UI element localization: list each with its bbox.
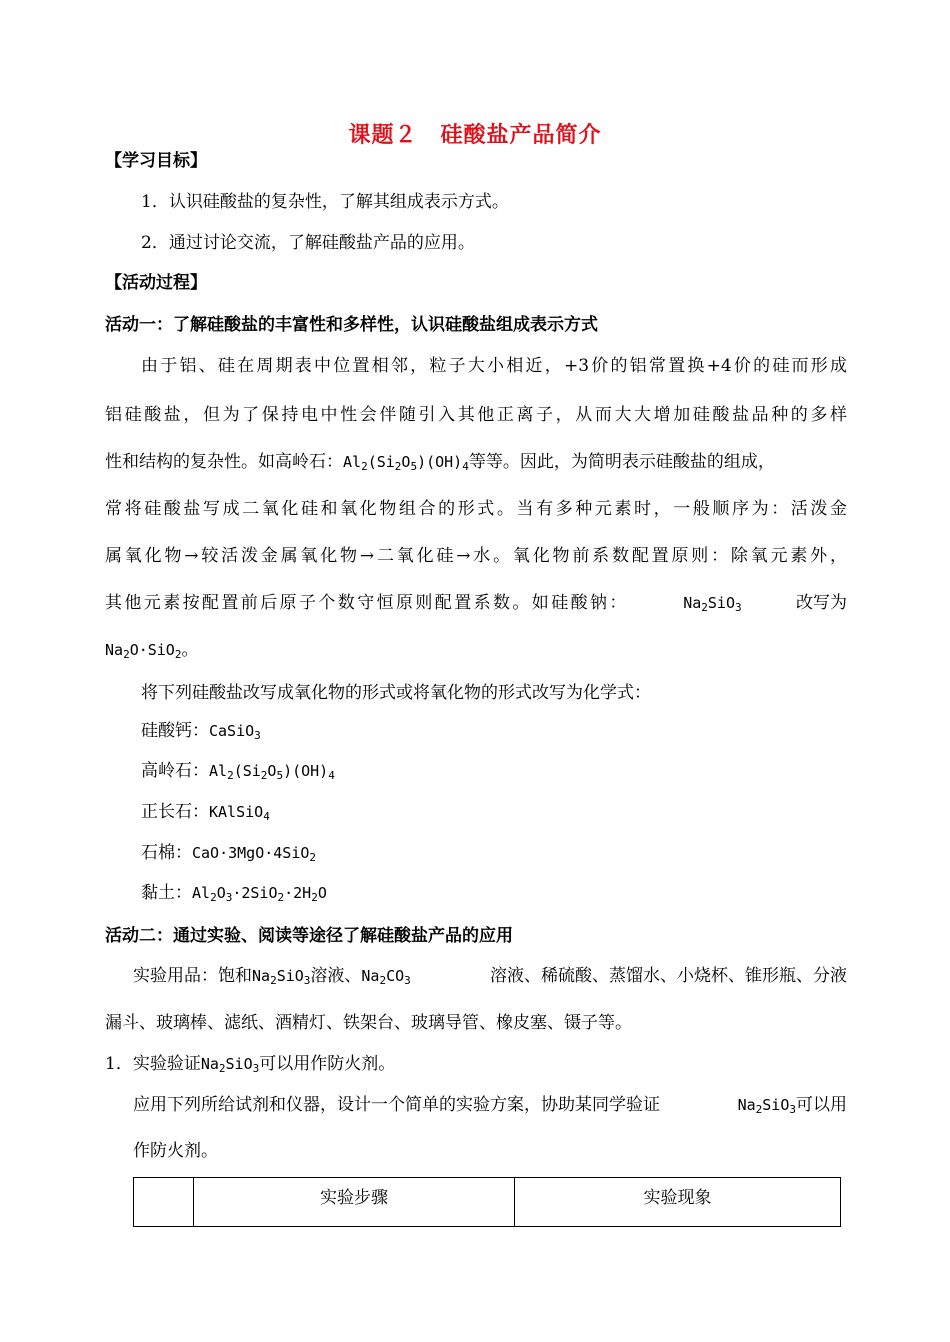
text-run: 实验用品：饱和 bbox=[133, 966, 252, 986]
text-run: 等等。因此，为简明表示硅酸盐的组成， bbox=[468, 452, 775, 472]
text-run: 应用下列所给试剂和仪器，设计一个简单的实验方案，协助某同学验证 bbox=[133, 1095, 660, 1115]
table-header-row bbox=[134, 1178, 841, 1227]
text-run: 性和结构的复杂性。如高岭石： bbox=[105, 452, 343, 472]
text-run bbox=[133, 965, 411, 987]
list-item bbox=[141, 842, 316, 864]
item-label: 石棉： bbox=[141, 843, 192, 863]
formula-na2co3: $Na_2CO_3$ bbox=[361, 967, 411, 987]
experiment-heading bbox=[105, 1053, 395, 1075]
item-label: 正长石： bbox=[141, 802, 209, 822]
item-label: 高岭石： bbox=[141, 761, 209, 781]
paragraph-line: 常将硅酸盐写成二氧化硅和氧化物组合的形式。当有多种元素时，一般顺序为：活泼金 bbox=[105, 499, 847, 519]
activity2-heading: 活动二：通过实验、阅读等途径了解硅酸盐产品的应用 bbox=[105, 926, 513, 946]
text-run bbox=[738, 1094, 847, 1116]
formula-na2sio3: $Na_2SiO_3$ bbox=[200, 1055, 260, 1075]
goal-item: 1．认识硅酸盐的复杂性，了解其组成表示方式。 bbox=[141, 192, 509, 212]
list-item bbox=[141, 882, 327, 904]
materials-line bbox=[133, 965, 847, 987]
experiment-table bbox=[133, 1177, 841, 1227]
activity1-heading: 活动一：了解硅酸盐的丰富性和多样性，认识硅酸盐组成表示方式 bbox=[105, 315, 598, 335]
list-item bbox=[141, 720, 261, 742]
formula-casio3: CaSiO$_3$ bbox=[209, 722, 261, 742]
text-run: 其他元素按配置前后原子个数守恒原则配置系数。如硅酸钠： bbox=[105, 593, 629, 613]
text-run: 可以用作防火剂。 bbox=[259, 1054, 396, 1074]
formula-kaolinite: $Al_2(Si_2O_5)(OH)_4$ bbox=[343, 453, 469, 473]
paragraph-line: 由于铝、硅在周期表中位置相邻，粒子大小相近，+3价的铝常置换+4价的硅而形成 bbox=[141, 356, 847, 376]
text-run: 可以用 bbox=[796, 1095, 847, 1115]
table-header-steps: 实验步骤 bbox=[194, 1178, 515, 1227]
formula-clay: $Al_2O_3\cdot 2SiO_2\cdot 2H_2O$ bbox=[192, 884, 327, 904]
paragraph-line bbox=[105, 639, 198, 661]
paragraph-line: 铝硅酸盐，但为了保持电中性会伴随引入其他正离子，从而大大增加硅酸盐品种的多样 bbox=[105, 405, 847, 425]
paragraph-line: 属氧化物→较活泼金属氧化物→二氧化硅→水。氧化物前系数配置原则：除氧元素外， bbox=[105, 546, 847, 566]
formula-na2sio3: $Na_2SiO_3$ bbox=[683, 594, 742, 614]
experiment-desc: 作防火剂。 bbox=[133, 1141, 218, 1161]
text-run: 1．实验验证 bbox=[105, 1054, 201, 1074]
goal-item: 2．通过讨论交流，了解硅酸盐产品的应用。 bbox=[141, 233, 475, 253]
formula-na2sio3: $Na_2SiO_3$ bbox=[252, 967, 311, 987]
formula-kalsio4: KAlSiO$_4$ bbox=[209, 803, 270, 823]
list-item bbox=[141, 760, 335, 782]
text-run: 溶液、稀硫酸、蒸馏水、小烧杯、锥形瓶、分液 bbox=[490, 966, 847, 986]
experiment-desc bbox=[133, 1094, 847, 1116]
item-label: 硅酸钙： bbox=[141, 721, 209, 741]
formula-na2o-sio2: $Na_2O\cdot SiO_2$ bbox=[105, 641, 182, 661]
page-title: 课题２ 硅酸盐产品简介 bbox=[348, 123, 602, 148]
paragraph-line bbox=[105, 451, 775, 473]
text-run: 改写为 bbox=[796, 593, 847, 613]
formula-na2sio3: $Na_2SiO_3$ bbox=[737, 1096, 796, 1116]
table-header-phenomena: 实验现象 bbox=[515, 1178, 841, 1227]
item-label: 黏土： bbox=[141, 883, 192, 903]
text-run: 溶液、 bbox=[310, 966, 362, 986]
table-cell bbox=[134, 1178, 194, 1227]
instruction: 将下列硅酸盐改写成氧化物的形式或将氧化物的形式改写为化学式： bbox=[141, 683, 651, 703]
section-goal: 【学习目标】 bbox=[105, 151, 207, 171]
text-run: 。 bbox=[181, 640, 199, 660]
formula-asbestos: CaO·3MgO·4SiO$_2$ bbox=[192, 844, 317, 864]
formula-kaolinite: $Al_2(Si_2O_5)(OH)_4$ bbox=[209, 762, 335, 782]
materials-line: 漏斗、玻璃棒、滤纸、酒精灯、铁架台、玻璃导管、橡皮塞、镊子等。 bbox=[105, 1013, 632, 1033]
section-process: 【活动过程】 bbox=[105, 273, 207, 293]
list-item bbox=[141, 801, 270, 823]
paragraph-line bbox=[105, 592, 847, 614]
